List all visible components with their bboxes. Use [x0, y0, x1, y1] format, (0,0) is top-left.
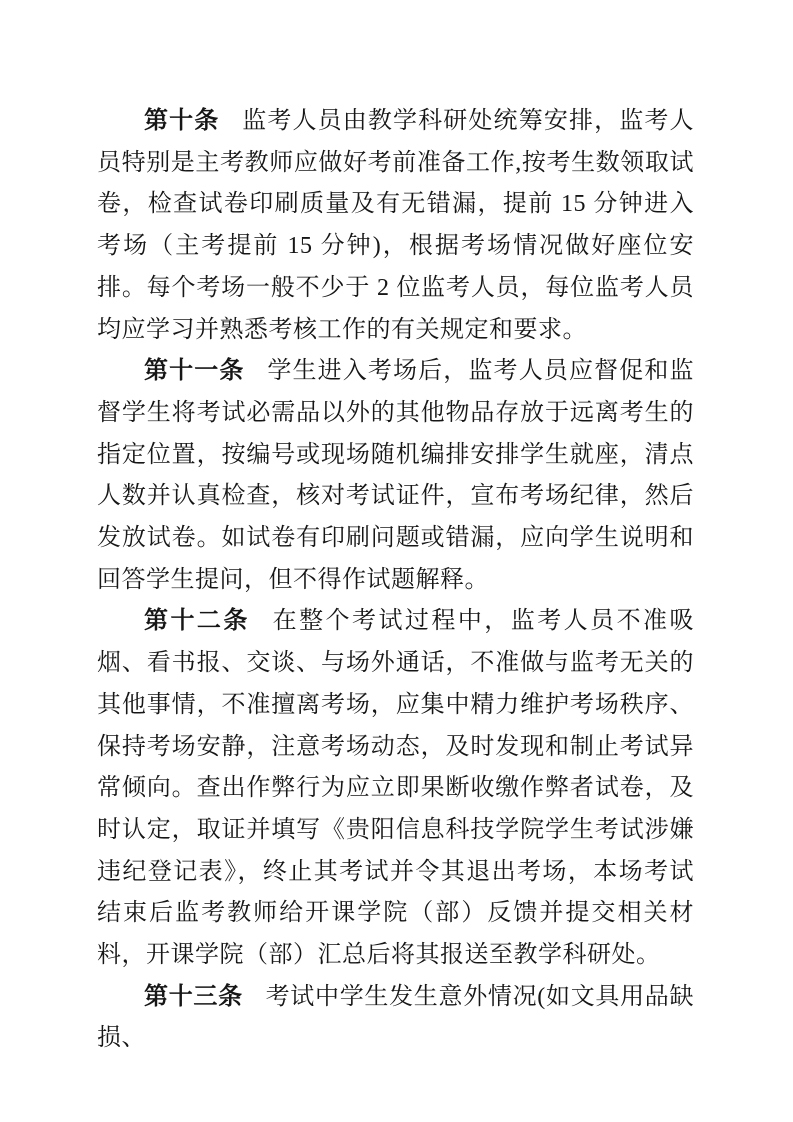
article-heading: 第十一条 — [144, 358, 245, 385]
article-body-text: 监考人员由教学科研处统筹安排，监考人员特别是主考教师应做好考前准备工作,按考生数领取试卷，检查试卷印刷质量及有无错漏，提前 15 分钟进入考场（主考提前 15 分钟)，根据考场情况做好座位安排。每个考场一般不少于 2 位监考人员，每位监考人员均应学习并熟悉考核工作的有关规定和要求。 — [97, 108, 694, 343]
paragraph-article-12 — [97, 601, 694, 976]
article-heading: 第十三条 — [144, 983, 243, 1010]
article-heading: 第十二条 — [144, 608, 250, 635]
article-body-text: 在整个考试过程中，监考人员不准吸烟、看书报、交谈、与场外通话，不准做与监考无关的其他事情，不准擅离考场，应集中精力维护考场秩序、保持考场安静，注意考场动态，及时发现和制止考试异常倾向。查出作弊行为应立即果断收缴作弊者试卷，及时认定，取证并填写《贵阳信息科技学院学生考试涉嫌违纪登记表》，终止其考试并令其退出考场，本场考试结束后监考教师给开课学院（部）反馈并提交相关材料，开课学院（部）汇总后将其报送至教学科研处。 — [97, 608, 695, 969]
paragraph-article-10 — [97, 101, 694, 351]
article-heading: 第十条 — [144, 108, 220, 134]
paragraph-article-11 — [97, 351, 694, 601]
article-body-text: 考试中学生发生意外情况(如文具用品缺损、 — [97, 983, 695, 1052]
paragraph-article-13 — [97, 977, 694, 1060]
document-body — [97, 101, 694, 1060]
article-body-text: 学生进入考场后，监考人员应督促和监督学生将考试必需品以外的其他物品存放于远离考生的指定位置，按编号或现场随机编排安排学生就座，清点人数并认真检查，核对考试证件，宣布考场纪律，然后发放试卷。如试卷有印刷问题或错漏，应向学生说明和回答学生提问，但不得作试题解释。 — [97, 358, 695, 593]
